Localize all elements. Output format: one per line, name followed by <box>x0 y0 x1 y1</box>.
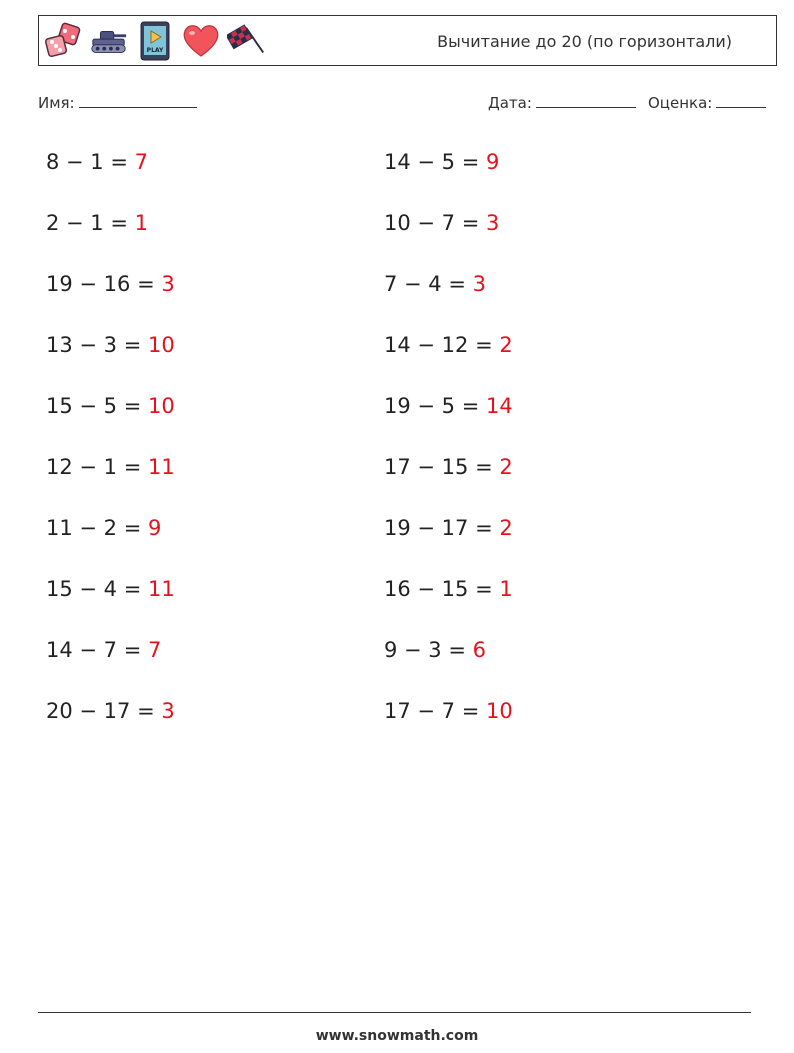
problem-answer: 14 <box>485 394 513 418</box>
problem-answer: 11 <box>147 577 175 601</box>
problem-answer: 10 <box>147 333 175 357</box>
problem-row <box>46 692 175 753</box>
date-blank <box>536 93 636 108</box>
problem-row <box>384 204 513 265</box>
problem-question: 19 − 17 = <box>384 516 500 540</box>
problem-question: 19 − 5 = <box>384 394 486 418</box>
problem-answer: 2 <box>499 516 513 540</box>
problem-question: 12 − 1 = <box>46 455 148 479</box>
name-label: Имя: <box>38 94 75 112</box>
worksheet-title: Вычитание до 20 (по горизонтали) <box>437 32 732 51</box>
problem-row <box>46 631 175 692</box>
problem-question: 14 − 7 = <box>46 638 148 662</box>
problem-row <box>46 448 175 509</box>
problem-question: 15 − 5 = <box>46 394 148 418</box>
problem-question: 7 − 4 = <box>384 272 473 296</box>
heart-icon <box>181 21 221 61</box>
problem-answer: 7 <box>147 638 162 662</box>
problem-question: 17 − 15 = <box>384 455 500 479</box>
problem-answer: 3 <box>485 211 500 235</box>
problem-question: 19 − 16 = <box>46 272 162 296</box>
tank-icon <box>89 21 129 61</box>
problem-row <box>384 570 513 631</box>
problem-row <box>46 387 175 448</box>
problem-answer: 11 <box>147 455 175 479</box>
problem-question: 14 − 5 = <box>384 150 486 174</box>
problem-answer: 3 <box>472 272 486 296</box>
problem-answer: 1 <box>134 211 148 235</box>
tablet-play-icon <box>135 21 175 61</box>
problem-row <box>46 570 175 631</box>
problem-row <box>46 143 175 204</box>
name-field <box>38 93 197 112</box>
tablet-play-label: PLAY <box>146 47 164 54</box>
problem-answer: 3 <box>161 272 175 296</box>
problem-question: 10 − 7 = <box>384 211 486 235</box>
score-label: Оценка: <box>648 94 713 112</box>
problem-row <box>46 326 175 387</box>
problem-answer: 1 <box>499 577 513 601</box>
problems-column-left <box>46 143 175 753</box>
problem-answer: 2 <box>499 333 513 357</box>
problem-answer: 6 <box>472 638 486 662</box>
problem-row <box>384 509 513 570</box>
dice-icon <box>43 21 83 61</box>
problem-question: 2 − 1 = <box>46 211 135 235</box>
problem-question: 13 − 3 = <box>46 333 148 357</box>
problem-question: 16 − 15 = <box>384 577 500 601</box>
score-blank <box>716 93 766 108</box>
problem-row <box>384 631 513 692</box>
problem-row <box>384 265 513 326</box>
problem-row <box>46 265 175 326</box>
problem-question: 15 − 4 = <box>46 577 148 601</box>
racing-flag-icon <box>227 21 267 61</box>
footer-url[interactable]: www.snowmath.com <box>315 1028 479 1044</box>
problem-question: 8 − 1 = <box>46 150 135 174</box>
problem-answer: 7 <box>134 150 148 174</box>
worksheet-header <box>38 15 777 66</box>
problem-row <box>384 692 513 753</box>
problem-question: 9 − 3 = <box>384 638 473 662</box>
problem-row <box>384 448 513 509</box>
date-field <box>488 93 636 112</box>
problem-row <box>46 204 175 265</box>
problem-answer: 10 <box>147 394 175 418</box>
problem-question: 20 − 17 = <box>46 699 162 723</box>
problem-answer: 9 <box>485 150 500 174</box>
problem-row <box>384 387 513 448</box>
problem-question: 11 − 2 = <box>46 516 148 540</box>
header-icons <box>43 20 267 62</box>
problem-question: 17 − 7 = <box>384 699 486 723</box>
problem-answer: 9 <box>147 516 162 540</box>
problem-row <box>46 509 175 570</box>
problem-question: 14 − 12 = <box>384 333 500 357</box>
problems-column-right <box>384 143 513 753</box>
date-label: Дата: <box>488 94 532 112</box>
problem-row <box>384 143 513 204</box>
problem-answer: 10 <box>485 699 513 723</box>
score-field <box>648 93 766 112</box>
problem-answer: 2 <box>499 455 513 479</box>
footer-divider <box>38 1012 751 1013</box>
problem-row <box>384 326 513 387</box>
name-blank <box>79 93 197 108</box>
problem-answer: 3 <box>161 699 175 723</box>
